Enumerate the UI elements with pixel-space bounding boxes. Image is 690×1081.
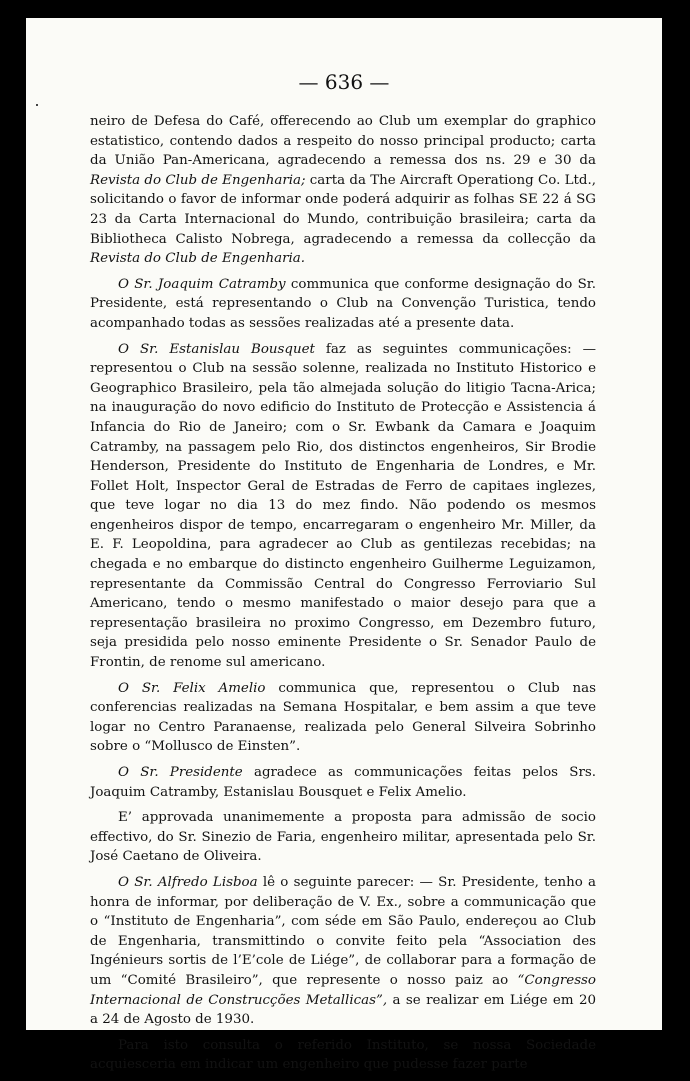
- speck-mark: [36, 104, 38, 106]
- italic-text: Revista do Club de Engenharia;: [90, 172, 306, 188]
- text-run: lê o seguinte parecer: — Sr. Presidente, tenho a honra de informar, por deliberação de V. Ex., sobre a communicação que o “Instituto de Engenharia”, com séde em São Paulo, endereçou ao Club de Engenharia, transmittindo o convite feito pela “Association des Ingénieurs sortis de l’E’cole de Liége”, de collaborar para a formação de um “Comité Brasileiro”, que represente o nosso paiz ao: [90, 874, 597, 988]
- paragraph: [90, 808, 596, 867]
- text-run: Para isto consulta o referido Instituto, se nossa Sociedade acquiesceria em indicar um engenheiro que pudesse fazer parte: [90, 1037, 596, 1073]
- italic-text: “Congresso Internacional de Construcções Metallicas”,: [90, 972, 596, 1008]
- text-run: neiro de Defesa do Café, offerecendo ao Club um exemplar do graphico estatistico, contendo dados a respeito do nosso principal producto; carta da União Pan-Americana, agradecendo a remessa dos ns. 29 e 30 da: [90, 114, 596, 169]
- italic-text: O Sr. Alfredo Lisboa: [118, 874, 258, 890]
- italic-text: Revista do Club de Engenharia.: [90, 251, 306, 267]
- paragraph: [90, 763, 596, 802]
- text-run: E’ approvada unanimemente a proposta para admissão de socio effectivo, do Sr. Sinezio de Faria, engenheiro militar, apresentada pelo Sr. José Caetano de Oliveira.: [90, 810, 596, 865]
- paragraph: [90, 1036, 596, 1075]
- text-run: carta da The Aircraft Operationg Co. Ltd., solicitando o favor de informar onde poderá adquirir as folhas SE 22 á SG 23 da Carta Internacional do Mundo, contribuição brasileira; carta da Bibliotheca Calisto Nobrega, agradecendo a remessa da collecção da: [90, 172, 596, 247]
- paragraph: [90, 275, 596, 334]
- paragraph: [90, 112, 596, 269]
- text-run: faz as seguintes communicações: — representou o Club na sessão solenne, realizada no Instituto Historico e Geographico Brasileiro, pela tão almejada solução do litigio Tacna-Arica; na inauguração do novo edificio do Instituto de Protecção e Assistencia á Infancia do Rio de Janeiro; com o Sr. Ewbank da Camara e Joaquim Catramby, na passagem pelo Rio, dos distinctos engenheiros, Sir Brodie Henderson, Presidente do Instituto de Engenharia de Londres, e Mr. Follet Holt, Inspector Geral de Estradas de Ferro de capitaes inglezes, que teve logar no dia 13 do mez findo. Não podendo os mesmos engenheiros dispor de tempo, encarregaram o engenheiro Mr. Miller, da E. F. Leopoldina, para agradecer ao Club as gentilezas recebidas; na chegada e no embarque do distincto engenheiro Guilherme Leguizamon, representante da Commissão Central do Congresso Ferroviario Sul Americano, tendo o mesmo manifestado o maior desejo para que a representação brasileira no proximo Congresso, em Dezembro futuro, seja presidida pelo nosso eminente Presidente o Sr. Senador Paulo de Frontin, de renome sul americano.: [90, 341, 596, 671]
- book-page: [26, 18, 662, 1073]
- text-run: communica que conforme designação do Sr. Presidente, está representando o Club na Convenção Turistica, tendo acompanhado todas as sessões realizadas até a presente data.: [90, 276, 596, 331]
- paragraph: [90, 340, 596, 673]
- body-text: [90, 112, 596, 1081]
- italic-text: O Sr. Joaquim Catramby: [118, 276, 286, 292]
- text-run: a se realizar em Liége em 20 a 24 de Agosto de 1930.: [90, 992, 596, 1028]
- text-run: communica que, representou o Club nas conferencias realizadas na Semana Hospitalar, e bem assim a que teve logar no Centro Paranaense, realizada pelo General Silveira Sobrinho sobre o “Mollusco de Einsten”.: [90, 680, 596, 755]
- paragraph: [90, 679, 596, 757]
- italic-text: O Sr. Estanislau Bousquet: [118, 341, 315, 357]
- paragraph: [90, 873, 596, 1030]
- text-run: agradece as communicações feitas pelos Srs. Joaquim Catramby, Estanislau Bousquet e Felix Amelio.: [90, 765, 596, 800]
- italic-text: O Sr. Felix Amelio: [118, 680, 266, 696]
- italic-text: O Sr. Presidente: [118, 765, 243, 780]
- page-number: — 636 —: [298, 70, 390, 94]
